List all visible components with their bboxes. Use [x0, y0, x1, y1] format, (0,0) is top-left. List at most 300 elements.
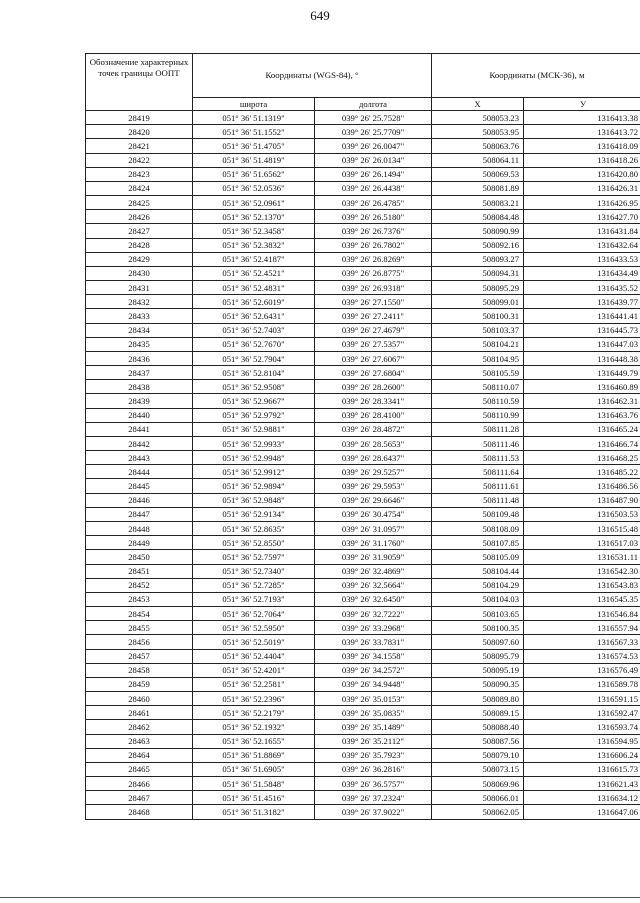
table-row — [86, 408, 640, 422]
cell-x: 508097.60 — [432, 635, 524, 649]
cell-y: 1316445.73 — [524, 323, 640, 337]
cell-id: 28420 — [86, 125, 193, 139]
cell-x: 508066.01 — [432, 791, 524, 805]
table-row — [86, 649, 640, 663]
cell-id: 28438 — [86, 380, 193, 394]
table-row — [86, 181, 640, 195]
cell-y: 1316543.83 — [524, 578, 640, 592]
cell-x: 508090.35 — [432, 677, 524, 691]
cell-x: 508104.29 — [432, 578, 524, 592]
cell-lon: 039° 26' 26.1494" — [315, 167, 432, 181]
cell-lon: 039° 26' 29.5257" — [315, 465, 432, 479]
cell-y: 1316486.56 — [524, 479, 640, 493]
table-row — [86, 139, 640, 153]
table-row — [86, 422, 640, 436]
cell-id: 28452 — [86, 578, 193, 592]
table-row — [86, 366, 640, 380]
cell-lat: 051° 36' 52.9894" — [193, 479, 315, 493]
cell-y: 1316433.53 — [524, 252, 640, 266]
cell-id: 28432 — [86, 295, 193, 309]
cell-lon: 039° 26' 26.8269" — [315, 252, 432, 266]
cell-lon: 039° 26' 35.2112" — [315, 734, 432, 748]
table-row — [86, 479, 640, 493]
cell-x: 508064.11 — [432, 153, 524, 167]
cell-id: 28462 — [86, 720, 193, 734]
bottom-divider — [0, 897, 640, 898]
cell-x: 508063.76 — [432, 139, 524, 153]
cell-lon: 039° 26' 35.7923" — [315, 748, 432, 762]
cell-lon: 039° 26' 37.2324" — [315, 791, 432, 805]
cell-x: 508053.95 — [432, 125, 524, 139]
cell-y: 1316413.72 — [524, 125, 640, 139]
table-row — [86, 351, 640, 365]
table-row — [86, 805, 640, 819]
cell-x: 508081.89 — [432, 181, 524, 195]
cell-lat: 051° 36' 52.4831" — [193, 281, 315, 295]
table-body — [86, 111, 640, 820]
cell-y: 1316594.95 — [524, 734, 640, 748]
cell-x: 508111.46 — [432, 436, 524, 450]
cell-id: 28445 — [86, 479, 193, 493]
cell-lon: 039° 26' 31.9059" — [315, 550, 432, 564]
cell-y: 1316567.33 — [524, 635, 640, 649]
cell-x: 508111.61 — [432, 479, 524, 493]
cell-x: 508103.65 — [432, 607, 524, 621]
table-row — [86, 323, 640, 337]
cell-lat: 051° 36' 52.9848" — [193, 493, 315, 507]
cell-lat: 051° 36' 52.9792" — [193, 408, 315, 422]
cell-lon: 039° 26' 35.0835" — [315, 706, 432, 720]
cell-y: 1316426.31 — [524, 181, 640, 195]
cell-id: 28453 — [86, 592, 193, 606]
cell-x: 508092.16 — [432, 238, 524, 252]
cell-lon: 039° 26' 32.4869" — [315, 564, 432, 578]
cell-lat: 051° 36' 51.1319" — [193, 111, 315, 125]
table-row — [86, 762, 640, 776]
cell-lat: 051° 36' 52.8635" — [193, 521, 315, 535]
cell-lon: 039° 26' 28.3341" — [315, 394, 432, 408]
cell-lat: 051° 36' 52.9933" — [193, 436, 315, 450]
table-row — [86, 521, 640, 535]
cell-id: 28430 — [86, 266, 193, 280]
cell-x: 508100.35 — [432, 621, 524, 635]
table-row — [86, 153, 640, 167]
cell-y: 1316634.12 — [524, 791, 640, 805]
cell-lat: 051° 36' 52.7670" — [193, 337, 315, 351]
cell-id: 28434 — [86, 323, 193, 337]
cell-y: 1316426.95 — [524, 196, 640, 210]
table-row — [86, 706, 640, 720]
cell-y: 1316517.03 — [524, 536, 640, 550]
cell-id: 28441 — [86, 422, 193, 436]
table-row — [86, 777, 640, 791]
cell-lon: 039° 26' 26.4785" — [315, 196, 432, 210]
cell-x: 508069.53 — [432, 167, 524, 181]
cell-y: 1316418.09 — [524, 139, 640, 153]
table-row — [86, 266, 640, 280]
cell-id: 28460 — [86, 692, 193, 706]
table-row — [86, 550, 640, 564]
cell-id: 28422 — [86, 153, 193, 167]
cell-x: 508104.03 — [432, 592, 524, 606]
cell-lon: 039° 26' 33.2968" — [315, 621, 432, 635]
cell-id: 28426 — [86, 210, 193, 224]
cell-lon: 039° 26' 32.7222" — [315, 607, 432, 621]
cell-y: 1316591.15 — [524, 692, 640, 706]
cell-lon: 039° 26' 27.1550" — [315, 295, 432, 309]
header-longitude: долгота — [315, 98, 432, 111]
cell-x: 508090.99 — [432, 224, 524, 238]
header-latitude: широта — [193, 98, 315, 111]
cell-lat: 051° 36' 52.3832" — [193, 238, 315, 252]
cell-lat: 051° 36' 52.6019" — [193, 295, 315, 309]
cell-id: 28451 — [86, 564, 193, 578]
cell-id: 28455 — [86, 621, 193, 635]
cell-lat: 051° 36' 51.1552" — [193, 125, 315, 139]
cell-lat: 051° 36' 52.5950" — [193, 621, 315, 635]
table-row — [86, 692, 640, 706]
cell-lon: 039° 26' 27.4679" — [315, 323, 432, 337]
cell-y: 1316432.64 — [524, 238, 640, 252]
cell-x: 508109.48 — [432, 507, 524, 521]
table-row — [86, 621, 640, 635]
cell-y: 1316574.53 — [524, 649, 640, 663]
cell-x: 508099.01 — [432, 295, 524, 309]
cell-y: 1316466.74 — [524, 436, 640, 450]
table-row — [86, 635, 640, 649]
cell-y: 1316503.53 — [524, 507, 640, 521]
cell-lat: 051° 36' 52.7904" — [193, 351, 315, 365]
cell-id: 28454 — [86, 607, 193, 621]
cell-lon: 039° 26' 36.5757" — [315, 777, 432, 791]
table-row — [86, 791, 640, 805]
cell-lat: 051° 36' 52.6431" — [193, 309, 315, 323]
cell-lat: 051° 36' 52.3458" — [193, 224, 315, 238]
cell-y: 1316487.90 — [524, 493, 640, 507]
cell-id: 28433 — [86, 309, 193, 323]
cell-lon: 039° 26' 26.7802" — [315, 238, 432, 252]
cell-lat: 051° 36' 52.0536" — [193, 181, 315, 195]
cell-lon: 039° 26' 29.5953" — [315, 479, 432, 493]
cell-lat: 051° 36' 52.1655" — [193, 734, 315, 748]
cell-lon: 039° 26' 27.6067" — [315, 351, 432, 365]
cell-x: 508084.48 — [432, 210, 524, 224]
cell-id: 28424 — [86, 181, 193, 195]
cell-lat: 051° 36' 52.7193" — [193, 592, 315, 606]
cell-x: 508100.31 — [432, 309, 524, 323]
cell-lat: 051° 36' 52.7064" — [193, 607, 315, 621]
cell-y: 1316465.24 — [524, 422, 640, 436]
cell-id: 28423 — [86, 167, 193, 181]
cell-id: 28428 — [86, 238, 193, 252]
cell-id: 28435 — [86, 337, 193, 351]
cell-id: 28468 — [86, 805, 193, 819]
cell-lon: 039° 26' 34.2572" — [315, 663, 432, 677]
cell-y: 1316606.24 — [524, 748, 640, 762]
cell-y: 1316615.73 — [524, 762, 640, 776]
cell-lat: 051° 36' 52.9912" — [193, 465, 315, 479]
cell-id: 28425 — [86, 196, 193, 210]
cell-x: 508108.09 — [432, 521, 524, 535]
cell-lat: 051° 36' 52.4404" — [193, 649, 315, 663]
table-row — [86, 493, 640, 507]
cell-y: 1316545.35 — [524, 592, 640, 606]
cell-lat: 051° 36' 52.7597" — [193, 550, 315, 564]
cell-id: 28439 — [86, 394, 193, 408]
cell-lon: 039° 26' 26.9318" — [315, 281, 432, 295]
cell-lat: 051° 36' 52.8550" — [193, 536, 315, 550]
table-row — [86, 607, 640, 621]
cell-lon: 039° 26' 26.0047" — [315, 139, 432, 153]
cell-id: 28436 — [86, 351, 193, 365]
cell-id: 28458 — [86, 663, 193, 677]
cell-y: 1316448.38 — [524, 351, 640, 365]
cell-lat: 051° 36' 52.2179" — [193, 706, 315, 720]
cell-lat: 051° 36' 52.2396" — [193, 692, 315, 706]
header-point-designation: Обозначение характерных точек границы ООПТ — [86, 54, 193, 111]
cell-y: 1316515.48 — [524, 521, 640, 535]
cell-x: 508111.48 — [432, 493, 524, 507]
table-row — [86, 748, 640, 762]
cell-id: 28450 — [86, 550, 193, 564]
cell-lon: 039° 26' 34.9448" — [315, 677, 432, 691]
cell-lon: 039° 26' 32.6450" — [315, 592, 432, 606]
cell-x: 508053.23 — [432, 111, 524, 125]
cell-lon: 039° 26' 31.0957" — [315, 521, 432, 535]
cell-id: 28446 — [86, 493, 193, 507]
cell-y: 1316647.06 — [524, 805, 640, 819]
table-row — [86, 720, 640, 734]
cell-x: 508083.21 — [432, 196, 524, 210]
cell-x: 508087.56 — [432, 734, 524, 748]
cell-y: 1316531.11 — [524, 550, 640, 564]
cell-lat: 051° 36' 52.1932" — [193, 720, 315, 734]
cell-lon: 039° 26' 25.7709" — [315, 125, 432, 139]
header-y: У — [524, 98, 640, 111]
cell-lat: 051° 36' 52.9948" — [193, 451, 315, 465]
cell-id: 28456 — [86, 635, 193, 649]
cell-id: 28431 — [86, 281, 193, 295]
cell-lon: 039° 26' 37.9022" — [315, 805, 432, 819]
cell-x: 508104.21 — [432, 337, 524, 351]
cell-lat: 051° 36' 52.5019" — [193, 635, 315, 649]
cell-lat: 051° 36' 51.6905" — [193, 762, 315, 776]
table-row — [86, 380, 640, 394]
cell-lon: 039° 26' 28.4872" — [315, 422, 432, 436]
cell-lon: 039° 26' 29.6646" — [315, 493, 432, 507]
cell-y: 1316468.25 — [524, 451, 640, 465]
cell-x: 508095.29 — [432, 281, 524, 295]
cell-y: 1316449.79 — [524, 366, 640, 380]
cell-id: 28465 — [86, 762, 193, 776]
cell-id: 28457 — [86, 649, 193, 663]
table-row — [86, 677, 640, 691]
cell-x: 508089.15 — [432, 706, 524, 720]
header-x: X — [432, 98, 524, 111]
cell-lon: 039° 26' 27.6804" — [315, 366, 432, 380]
cell-y: 1316485.22 — [524, 465, 640, 479]
table-row — [86, 281, 640, 295]
table-row — [86, 507, 640, 521]
cell-lat: 051° 36' 51.4705" — [193, 139, 315, 153]
cell-y: 1316462.31 — [524, 394, 640, 408]
cell-id: 28449 — [86, 536, 193, 550]
cell-lon: 039° 26' 25.7528" — [315, 111, 432, 125]
table-row — [86, 394, 640, 408]
cell-x: 508062.05 — [432, 805, 524, 819]
cell-y: 1316589.78 — [524, 677, 640, 691]
cell-x: 508069.96 — [432, 777, 524, 791]
cell-id: 28427 — [86, 224, 193, 238]
table-row — [86, 111, 640, 125]
table-row — [86, 167, 640, 181]
cell-x: 508104.95 — [432, 351, 524, 365]
cell-x: 508088.40 — [432, 720, 524, 734]
cell-lon: 039° 26' 32.5664" — [315, 578, 432, 592]
cell-x: 508095.19 — [432, 663, 524, 677]
cell-lon: 039° 26' 35.1489" — [315, 720, 432, 734]
cell-lat: 051° 36' 52.4521" — [193, 266, 315, 280]
cell-lon: 039° 26' 28.6437" — [315, 451, 432, 465]
cell-lon: 039° 26' 33.7831" — [315, 635, 432, 649]
table-row — [86, 451, 640, 465]
cell-x: 508107.85 — [432, 536, 524, 550]
cell-lon: 039° 26' 34.1558" — [315, 649, 432, 663]
table-row — [86, 663, 640, 677]
table-row — [86, 536, 640, 550]
cell-x: 508110.59 — [432, 394, 524, 408]
cell-id: 28459 — [86, 677, 193, 691]
cell-lat: 051° 36' 51.4819" — [193, 153, 315, 167]
cell-id: 28440 — [86, 408, 193, 422]
cell-lat: 051° 36' 52.9508" — [193, 380, 315, 394]
cell-y: 1316413.38 — [524, 111, 640, 125]
cell-id: 28466 — [86, 777, 193, 791]
cell-lat: 051° 36' 51.4516" — [193, 791, 315, 805]
cell-lon: 039° 26' 35.0153" — [315, 692, 432, 706]
cell-lat: 051° 36' 52.4201" — [193, 663, 315, 677]
cell-lat: 051° 36' 51.5848" — [193, 777, 315, 791]
cell-lat: 051° 36' 51.6562" — [193, 167, 315, 181]
cell-x: 508073.15 — [432, 762, 524, 776]
cell-y: 1316460.89 — [524, 380, 640, 394]
cell-y: 1316447.03 — [524, 337, 640, 351]
page-number: 649 — [310, 8, 330, 23]
cell-y: 1316418.26 — [524, 153, 640, 167]
cell-x: 508103.37 — [432, 323, 524, 337]
table-row — [86, 436, 640, 450]
cell-x: 508093.27 — [432, 252, 524, 266]
cell-y: 1316435.52 — [524, 281, 640, 295]
table-row — [86, 210, 640, 224]
cell-id: 28437 — [86, 366, 193, 380]
cell-lon: 039° 26' 27.2411" — [315, 309, 432, 323]
cell-lon: 039° 26' 31.1760" — [315, 536, 432, 550]
cell-lon: 039° 26' 27.5357" — [315, 337, 432, 351]
cell-lat: 051° 36' 52.7340" — [193, 564, 315, 578]
table-row — [86, 578, 640, 592]
cell-lat: 051° 36' 52.2581" — [193, 677, 315, 691]
cell-id: 28419 — [86, 111, 193, 125]
cell-lat: 051° 36' 52.4187" — [193, 252, 315, 266]
cell-lon: 039° 26' 26.8775" — [315, 266, 432, 280]
table-row — [86, 125, 640, 139]
cell-lat: 051° 36' 52.8104" — [193, 366, 315, 380]
cell-lat: 051° 36' 52.7285" — [193, 578, 315, 592]
cell-lat: 051° 36' 52.1370" — [193, 210, 315, 224]
cell-lon: 039° 26' 30.4754" — [315, 507, 432, 521]
table-row — [86, 196, 640, 210]
cell-y: 1316431.84 — [524, 224, 640, 238]
cell-y: 1316546.84 — [524, 607, 640, 621]
cell-lon: 039° 26' 28.2600" — [315, 380, 432, 394]
cell-lon: 039° 26' 28.5653" — [315, 436, 432, 450]
cell-y: 1316593.74 — [524, 720, 640, 734]
cell-id: 28444 — [86, 465, 193, 479]
cell-x: 508111.64 — [432, 465, 524, 479]
cell-id: 28463 — [86, 734, 193, 748]
table-row — [86, 238, 640, 252]
table-row — [86, 252, 640, 266]
cell-y: 1316557.94 — [524, 621, 640, 635]
cell-y: 1316439.77 — [524, 295, 640, 309]
cell-id: 28464 — [86, 748, 193, 762]
table-row — [86, 465, 640, 479]
cell-y: 1316576.49 — [524, 663, 640, 677]
cell-id: 28467 — [86, 791, 193, 805]
header-msk36-coordinates: Координаты (МСК-36), м — [432, 54, 640, 98]
cell-lon: 039° 26' 26.4438" — [315, 181, 432, 195]
cell-id: 28447 — [86, 507, 193, 521]
cell-lon: 039° 26' 36.2816" — [315, 762, 432, 776]
cell-y: 1316420.80 — [524, 167, 640, 181]
cell-y: 1316592.47 — [524, 706, 640, 720]
table-row — [86, 734, 640, 748]
header-wgs84-coordinates: Координаты (WGS-84), ° — [193, 54, 432, 98]
cell-lat: 051° 36' 52.9881" — [193, 422, 315, 436]
cell-x: 508111.28 — [432, 422, 524, 436]
cell-x: 508105.59 — [432, 366, 524, 380]
coordinates-table — [85, 53, 640, 820]
cell-x: 508104.44 — [432, 564, 524, 578]
cell-id: 28443 — [86, 451, 193, 465]
cell-x: 508110.07 — [432, 380, 524, 394]
cell-y: 1316621.43 — [524, 777, 640, 791]
cell-x: 508094.31 — [432, 266, 524, 280]
cell-lat: 051° 36' 52.9667" — [193, 394, 315, 408]
cell-id: 28421 — [86, 139, 193, 153]
cell-id: 28442 — [86, 436, 193, 450]
cell-lon: 039° 26' 26.7376" — [315, 224, 432, 238]
cell-lon: 039° 26' 26.0134" — [315, 153, 432, 167]
cell-lat: 051° 36' 52.9134" — [193, 507, 315, 521]
table-row — [86, 224, 640, 238]
cell-x: 508089.80 — [432, 692, 524, 706]
cell-lon: 039° 26' 28.4100" — [315, 408, 432, 422]
cell-y: 1316434.49 — [524, 266, 640, 280]
cell-id: 28461 — [86, 706, 193, 720]
cell-x: 508111.53 — [432, 451, 524, 465]
table-row — [86, 337, 640, 351]
cell-x: 508095.79 — [432, 649, 524, 663]
cell-x: 508079.10 — [432, 748, 524, 762]
table-row — [86, 295, 640, 309]
cell-lon: 039° 26' 26.5180" — [315, 210, 432, 224]
cell-lat: 051° 36' 51.8869" — [193, 748, 315, 762]
table-row — [86, 592, 640, 606]
cell-id: 28448 — [86, 521, 193, 535]
cell-y: 1316427.70 — [524, 210, 640, 224]
